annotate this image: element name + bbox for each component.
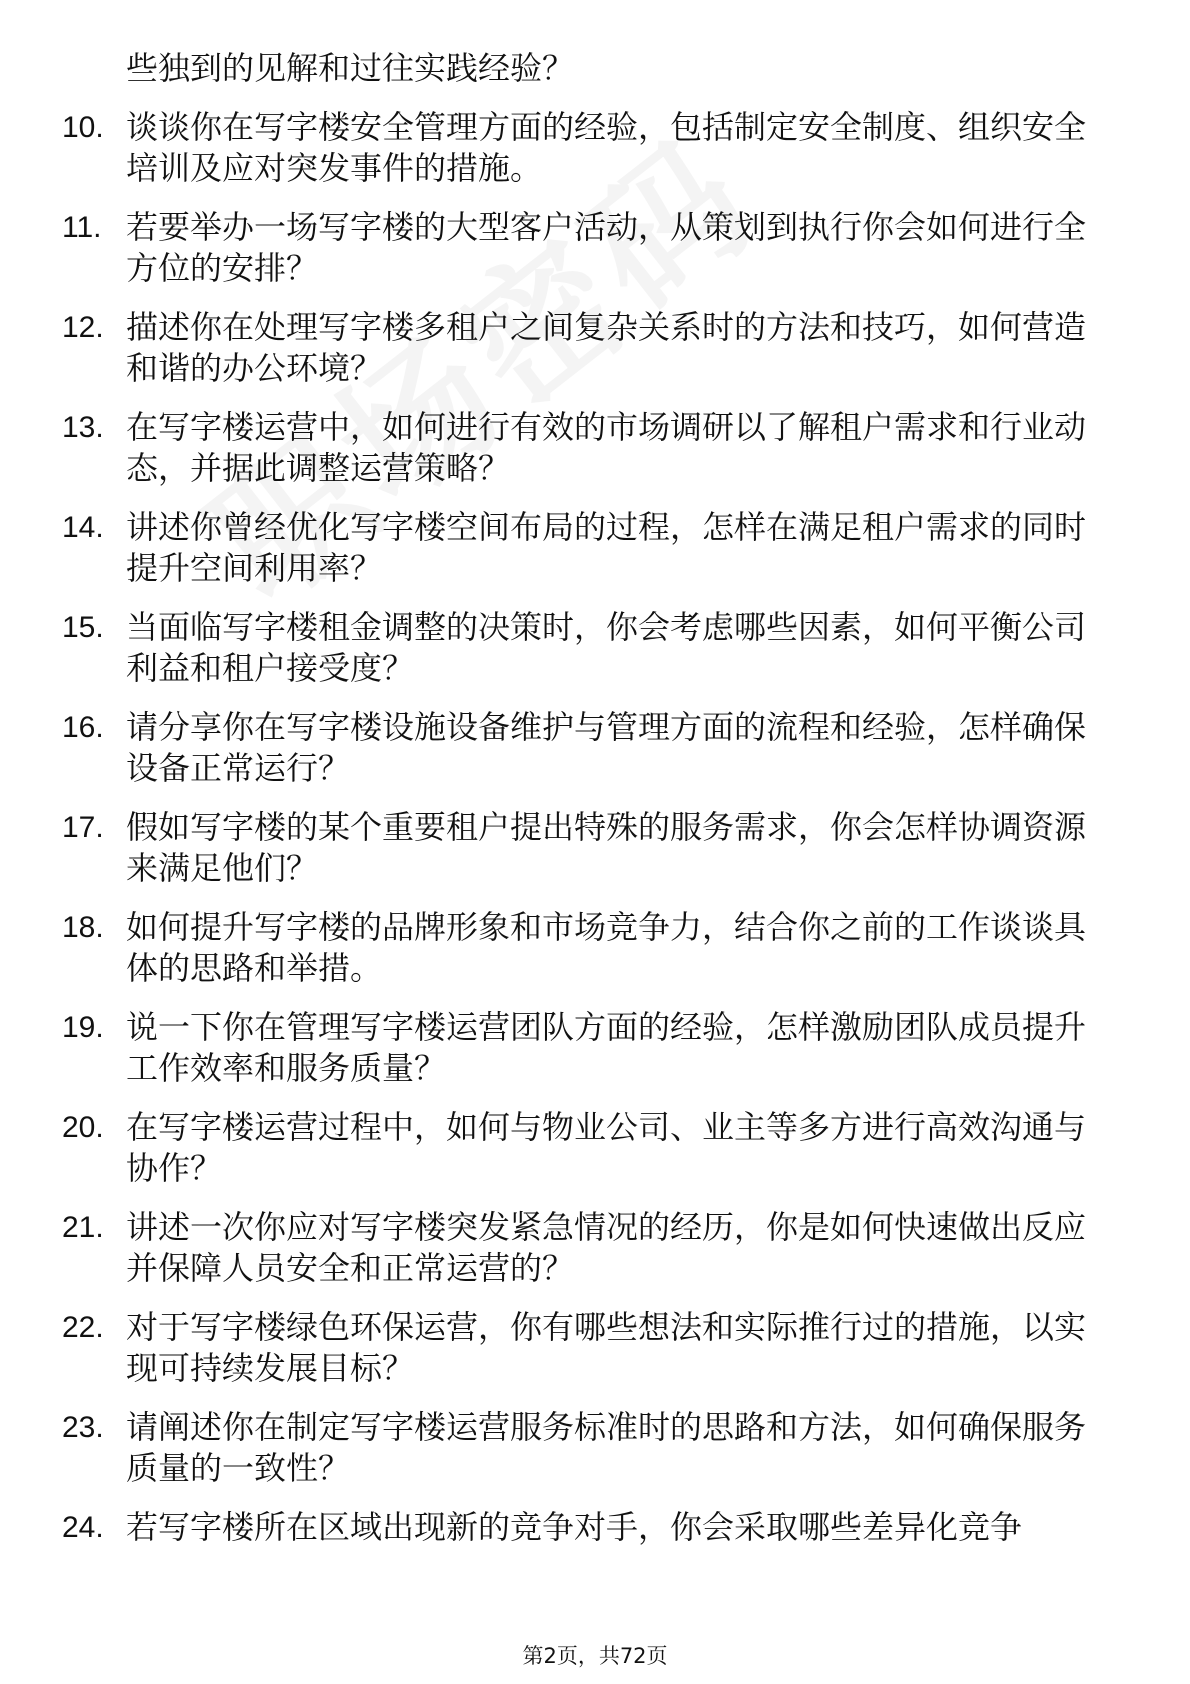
question-item [62,707,1102,789]
question-number: 21. [62,1211,104,1244]
question-text: 若要举办一场写字楼的大型客户活动，从策划到执行你会如何进行全方位的安排？ [126,208,1087,287]
question-number: 24. [62,1511,104,1544]
question-item [62,1007,1102,1089]
question-item [62,407,1102,489]
question-text: 假如写字楼的某个重要租户提出特殊的服务需求，你会怎样协调资源来满足他们？ [126,808,1087,887]
question-text: 在写字楼运营中，如何进行有效的市场调研以了解租户需求和行业动态，并据此调整运营策略？ [126,408,1087,487]
question-number: 16. [62,711,104,744]
question-number: 13. [62,411,104,444]
question-number: 10. [62,111,104,144]
question-text: 讲述你曾经优化写字楼空间布局的过程，怎样在满足租户需求的同时提升空间利用率？ [126,508,1087,587]
question-text: 对于写字楼绿色环保运营，你有哪些想法和实际推行过的措施，以实现可持续发展目标？ [126,1308,1087,1387]
question-item [62,307,1102,389]
question-text: 请阐述你在制定写字楼运营服务标准时的思路和方法，如何确保服务质量的一致性？ [126,1408,1087,1487]
question-number: 18. [62,911,104,944]
question-number: 17. [62,811,104,844]
question-item [62,1307,1102,1389]
question-item [62,807,1102,889]
question-item [62,107,1102,189]
question-text: 当面临写字楼租金调整的决策时，你会考虑哪些因素，如何平衡公司利益和租户接受度？ [126,608,1087,687]
question-number: 22. [62,1311,104,1344]
question-text: 谈谈你在写字楼安全管理方面的经验，包括制定安全制度、组织安全培训及应对突发事件的措施。 [126,108,1087,187]
question-text: 如何提升写字楼的品牌形象和市场竞争力，结合你之前的工作谈谈具体的思路和举措。 [126,908,1087,987]
question-item [62,1207,1102,1289]
page-footer: 第2页，共72页 [522,1644,668,1668]
question-number: 23. [62,1411,104,1444]
question-text: 描述你在处理写字楼多租户之间复杂关系时的方法和技巧，如何营造和谐的办公环境？ [126,308,1087,387]
question-item [62,1507,1102,1548]
question-number: 20. [62,1111,104,1144]
question-number: 19. [62,1011,104,1044]
question-item [62,507,1102,589]
question-number: 15. [62,611,104,644]
question-text: 请分享你在写字楼设施设备维护与管理方面的流程和经验，怎样确保设备正常运行？ [126,708,1087,787]
question-number: 11. [62,211,102,244]
question-item [62,907,1102,989]
question-text: 若写字楼所在区域出现新的竞争对手，你会采取哪些差异化竞争 [126,1508,1023,1546]
question-item [62,1107,1102,1189]
question-item [62,207,1102,289]
question-item [62,607,1102,689]
question-item [62,1407,1102,1489]
question-list [62,48,1102,1566]
question-text: 在写字楼运营过程中，如何与物业公司、业主等多方进行高效沟通与协作？ [126,1108,1087,1187]
continuation-text: 些独到的见解和过往实践经验？ [126,49,575,87]
question-number: 14. [62,511,104,544]
question-text: 说一下你在管理写字楼运营团队方面的经验，怎样激励团队成员提升工作效率和服务质量？ [126,1008,1087,1087]
question-number: 12. [62,311,104,344]
question-text: 讲述一次你应对写字楼突发紧急情况的经历，你是如何快速做出反应并保障人员安全和正常运营的？ [126,1208,1087,1287]
